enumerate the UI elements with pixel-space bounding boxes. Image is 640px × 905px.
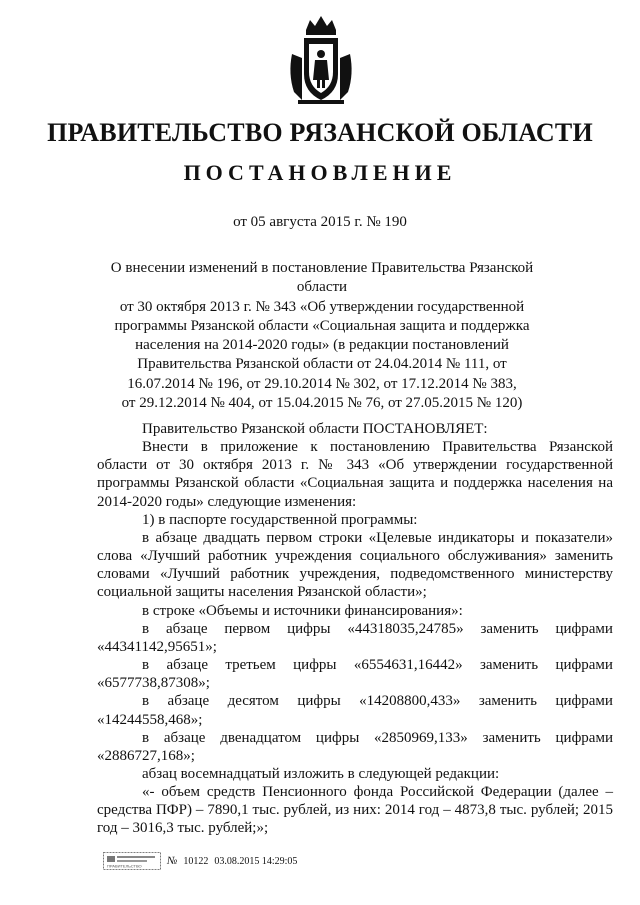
body-paragraph: в строке «Объемы и источники финансирования»: <box>142 602 463 619</box>
subject-line: программы Рязанской области «Социальная защита и поддержка <box>114 317 530 334</box>
subject-line: населения на 2014-2020 годы» (в редакции постановлений <box>135 337 509 354</box>
replacement-line: в абзаце третьем цифры «6554631,16442» заменить цифрами <box>142 657 613 674</box>
body-paragraph: абзац восемнадцатый изложить в следующей редакции: <box>142 765 500 782</box>
registration-footer <box>103 851 297 871</box>
replacement-value: «2886727,168»; <box>97 747 195 764</box>
subject-line: Правительства Рязанской области от 24.04.2014 № 111, от <box>137 356 507 373</box>
replacement-value: «44341142,95651»; <box>97 638 217 655</box>
body-paragraph: Внести в приложение к постановлению Правительства Рязанской области от 30 октября 2013 г. № 343 «Об утверждении государственной программы Рязанской области «Социальная защита и поддержка населения на 2014-2020 годы» следующие изменения: <box>97 439 613 510</box>
subject-line: О внесении изменений в постановление Правительства Рязанской области <box>110 260 534 296</box>
number-mark: № <box>167 855 178 867</box>
subject-line: 16.07.2014 № 196, от 29.10.2014 № 302, от 17.12.2014 № 383, <box>127 375 517 392</box>
body-paragraph: «- объем средств Пенсионного фонда Российской Федерации (далее – средства ПФР) – 7890,1 тыс. рублей, из них: 2014 год – 4873,8 тыс. рублей; 2015 год – 3016,3 тыс. рублей;»; <box>97 784 613 837</box>
document-date: от 05 августа 2015 г. № 190 <box>233 214 407 230</box>
replacement-line: в абзаце двенадцатом цифры «2850969,133» заменить цифрами <box>142 729 613 746</box>
replacement-value: «6577738,87308»; <box>97 675 210 692</box>
registration-datetime: 03.08.2015 14:29:05 <box>214 855 298 867</box>
body-paragraph: 1) в паспорте государственной программы: <box>142 511 418 528</box>
registration-stamp-icon <box>103 852 161 870</box>
resolution-intro: Правительство Рязанской области ПОСТАНОВЛЯЕТ: <box>142 421 488 437</box>
replacement-value: «14244558,468»; <box>97 711 203 728</box>
subject-line: от 30 октября 2013 г. № 343 «Об утверждении государственной <box>119 298 525 315</box>
document-type: ПОСТАНОВЛЕНИЕ <box>183 160 457 185</box>
document-subject <box>110 259 534 413</box>
registration-number: 10122 <box>183 855 209 867</box>
replacement-line: в абзаце первом цифры «44318035,24785» заменить цифрами <box>142 620 613 637</box>
coat-of-arms-icon <box>284 14 358 106</box>
subject-line: от 29.12.2014 № 404, от 15.04.2015 № 76, от 27.05.2015 № 120) <box>121 395 523 412</box>
document-body <box>97 420 613 838</box>
svg-text:ПРАВИТЕЛЬСТВО: ПРАВИТЕЛЬСТВО <box>107 863 142 869</box>
government-title: ПРАВИТЕЛЬСТВО РЯЗАНСКОЙ ОБЛАСТИ <box>47 118 593 147</box>
replacement-line: в абзаце десятом цифры «14208800,433» заменить цифрами <box>142 693 613 710</box>
body-paragraph: в абзаце двадцать первом строки «Целевые индикаторы и показатели» слова «Лучший работник учреждения социального обслуживания» заменить словами «Лучший работник учреждения, подведомственного министерству социальной защиты населения Рязанской области»; <box>97 529 613 601</box>
